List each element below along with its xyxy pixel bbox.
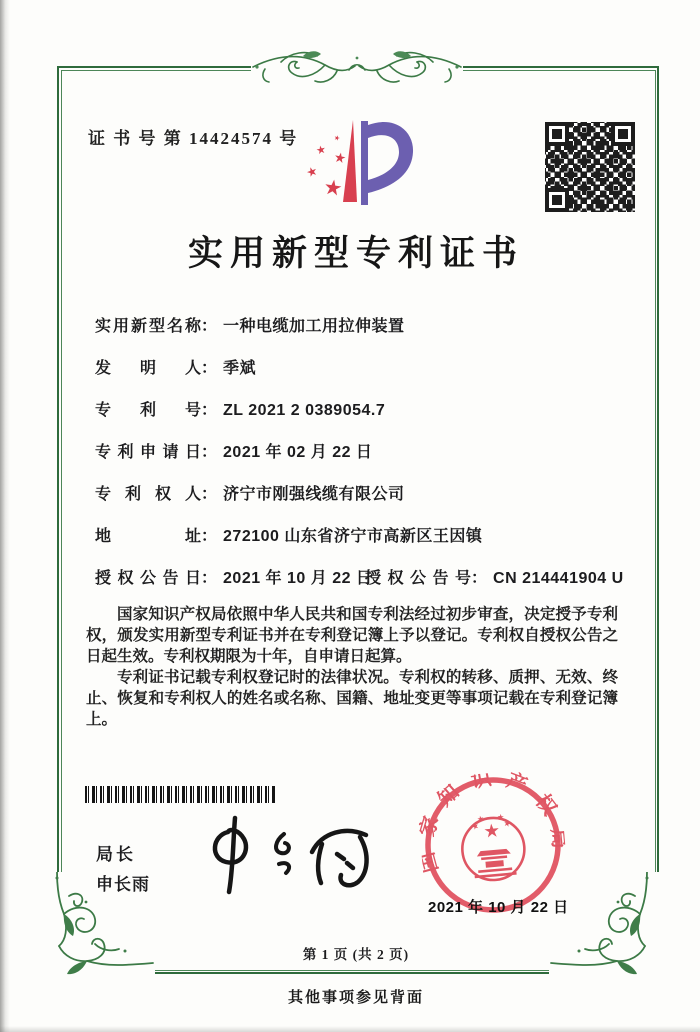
field-label: 实用新型名称 xyxy=(95,318,201,335)
legal-text xyxy=(86,604,618,730)
field-label: 专利权人 xyxy=(95,486,201,503)
seal-national-emblem xyxy=(459,812,526,883)
legal-paragraph-2: 专利证书记载专利权登记时的法律状况。专利权的转移、质押、无效、终止、恢复和专利权人的姓名或名称、国籍、地址变更等事项记载在专利登记簿上。 xyxy=(86,669,618,728)
commissioner-title: 局长 xyxy=(96,845,136,864)
field-value: 济宁市刚强线缆有限公司 xyxy=(223,486,405,503)
field-row-patentee xyxy=(95,474,625,516)
colon: ： xyxy=(201,570,218,587)
field-value: ZL 2021 2 0389054.7 xyxy=(223,402,386,419)
field-label: 地址 xyxy=(95,528,201,545)
top-flourish-ornament xyxy=(251,38,463,96)
scan-shadow-bottom xyxy=(0,1026,700,1032)
field-list xyxy=(95,306,625,600)
field-value: 一种电缆加工用拉伸装置 xyxy=(223,318,405,335)
field-value: CN 214441904 U xyxy=(493,570,624,587)
qr-finder-top-right xyxy=(611,122,635,146)
certificate-number: 证 书 号 第 14424574 号 xyxy=(88,129,299,148)
colon: ： xyxy=(201,402,218,419)
colon: ： xyxy=(201,528,218,545)
cnipa-logo xyxy=(283,112,428,214)
qr-code xyxy=(545,122,635,212)
legal-paragraph-1: 国家知识产权局依照中华人民共和国专利法经过初步审查，决定授予专利权，颁发实用新型专利证书并在专利登记簿上予以登记。专利权自授权公告之日起生效。专利权期限为十年，自申请日起算。 xyxy=(86,606,618,665)
colon: ： xyxy=(471,570,488,587)
field-row-patent-number xyxy=(95,390,625,432)
colon: ： xyxy=(201,444,218,461)
field-label: 专利申请日 xyxy=(95,444,201,461)
commissioner-name: 申长雨 xyxy=(96,875,150,894)
qr-finder-top-left xyxy=(545,122,569,146)
colon: ： xyxy=(201,486,218,503)
field-label: 发明人 xyxy=(95,360,201,377)
handwritten-signature xyxy=(200,812,380,896)
logo-purple-p xyxy=(361,121,413,205)
field-row-address xyxy=(95,516,625,558)
field-label: 授权公告日 xyxy=(95,570,201,587)
colon: ： xyxy=(201,360,218,377)
field-row-filing-date xyxy=(95,432,625,474)
field-value: 272100 山东省济宁市高新区王因镇 xyxy=(223,528,483,545)
seal-date: 2021 年 10 月 22 日 xyxy=(428,899,569,916)
svg-text:国家知识产权局 xyxy=(415,767,571,875)
barcode xyxy=(85,786,275,803)
field-row-name xyxy=(95,306,625,348)
field-grant-number xyxy=(365,558,624,600)
field-row-grant-date xyxy=(95,558,625,600)
colon: ： xyxy=(201,318,218,335)
field-label: 专利号 xyxy=(95,402,201,419)
logo-red-wedge xyxy=(343,120,357,202)
certificate-title: 实用新型专利证书 xyxy=(187,234,524,273)
field-row-inventor xyxy=(95,348,625,390)
field-value: 2021 年 10 月 22 日 xyxy=(223,570,373,587)
field-value: 季斌 xyxy=(223,360,257,377)
field-value: 2021 年 02 月 22 日 xyxy=(223,444,373,461)
scan-shadow-left xyxy=(0,0,10,1032)
page-number: 第 1 页 (共 2 页) xyxy=(302,947,410,962)
qr-finder-bottom-left xyxy=(545,188,569,212)
seal-ring-text: 国家知识产权局 xyxy=(416,767,571,875)
field-label: 授权公告号 xyxy=(365,570,471,587)
back-side-note: 其他事项参见背面 xyxy=(287,990,424,1006)
